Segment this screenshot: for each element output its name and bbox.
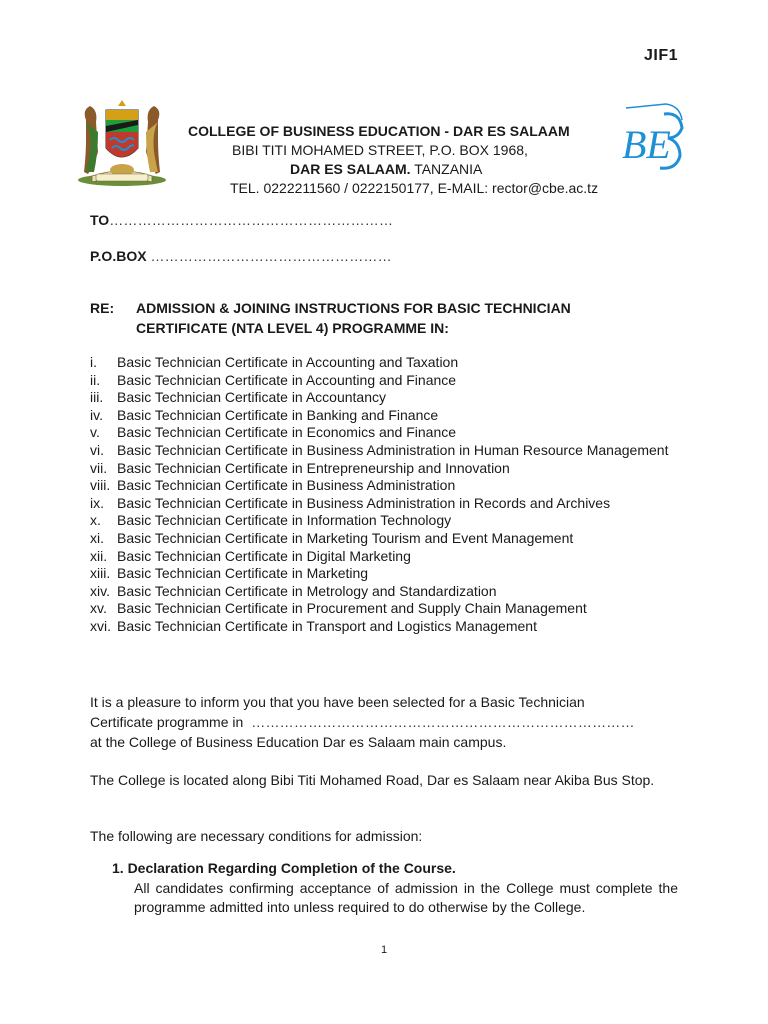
list-item <box>90 460 678 478</box>
list-text: Basic Technician Certificate in Information Technology <box>117 512 452 529</box>
list-text: Basic Technician Certificate in Banking and Finance <box>117 406 439 423</box>
condition-text: All candidates confirming acceptance of admission in the College must complete the programme admitted into unless required to do otherwise by the College. <box>134 880 678 915</box>
list-num: xii. <box>90 547 108 564</box>
logo-text: BE <box>622 122 671 167</box>
list-num: xvi. <box>90 617 111 634</box>
condition-title: 1. Declaration Regarding Completion of the Course. <box>112 860 456 876</box>
contact-line: TEL. 0222211560 / 0222150177, E-MAIL: rector@cbe.ac.tz <box>230 180 599 196</box>
list-text: Basic Technician Certificate in Marketing <box>117 565 369 582</box>
to-dots: …………………………………………………… <box>109 212 394 228</box>
selection-paragraph <box>90 692 678 752</box>
list-text: Basic Technician Certificate in Procurement and Supply Chain Management <box>117 600 587 617</box>
list-text: Basic Technician Certificate in Accounting and Taxation <box>117 354 459 370</box>
list-text: Basic Technician Certificate in Metrology and Standardization <box>117 582 497 599</box>
list-item <box>90 424 678 442</box>
document-code: JIF1 <box>643 47 678 64</box>
list-item <box>90 495 678 513</box>
list-item <box>90 618 678 636</box>
list-item <box>90 583 678 601</box>
page-number: 1 <box>380 944 388 956</box>
city-line <box>188 160 598 179</box>
list-num: xiii. <box>90 565 111 582</box>
list-num: x. <box>90 512 101 529</box>
re-label: RE: <box>90 300 115 316</box>
list-num: xiv. <box>90 582 110 599</box>
list-num: ii. <box>90 371 101 388</box>
letterhead <box>188 122 598 198</box>
list-item <box>90 548 678 566</box>
list-item <box>90 600 678 618</box>
list-num: xv. <box>90 600 107 617</box>
list-num: iv. <box>90 406 103 423</box>
conditions-intro: The following are necessary conditions for admission: <box>90 828 423 844</box>
college-logo-icon <box>618 98 686 176</box>
list-item <box>90 354 678 372</box>
list-num: iii. <box>90 389 104 406</box>
list-item <box>90 389 678 407</box>
para1-line3: at the College of Business Education Dar es Salaam main campus. <box>90 734 507 750</box>
list-text: Basic Technician Certificate in Business Administration <box>117 477 456 494</box>
list-item <box>90 477 678 495</box>
list-text: Basic Technician Certificate in Transport and Logistics Management <box>117 617 537 634</box>
list-num: vi. <box>90 441 104 458</box>
para1-programme-label: Certificate programme in <box>90 714 244 730</box>
re-line2: CERTIFICATE (NTA LEVEL 4) PROGRAMME IN: <box>136 320 449 336</box>
list-text: Basic Technician Certificate in Accountancy <box>117 389 386 406</box>
para1-line2 <box>90 712 678 732</box>
list-item <box>90 530 678 548</box>
city-name: DAR ES SALAAM. <box>290 161 411 177</box>
list-item <box>90 407 678 425</box>
pobox-label: P.O.BOX <box>90 248 147 264</box>
to-field <box>90 212 393 228</box>
programme-list <box>90 354 678 636</box>
list-text: Basic Technician Certificate in Accounting and Finance <box>117 371 457 388</box>
to-label: TO <box>90 212 110 228</box>
list-num: v. <box>90 424 100 441</box>
country-name: TANZANIA <box>414 161 483 177</box>
programme-dots: ……………………………………………………………………… <box>251 714 635 730</box>
list-item <box>90 565 678 583</box>
list-item <box>90 512 678 530</box>
pobox-field <box>90 248 392 264</box>
list-text: Basic Technician Certificate in Business Administration in Human Resource Management <box>117 441 669 458</box>
para1-line1: It is a pleasure to inform you that you have been selected for a Basic Technician <box>90 694 585 710</box>
list-text: Basic Technician Certificate in Entrepreneurship and Innovation <box>117 459 510 476</box>
list-text: Basic Technician Certificate in Economics and Finance <box>117 424 457 441</box>
pobox-dots: …………………………………………… <box>150 248 392 264</box>
list-item <box>90 372 678 390</box>
list-item <box>90 442 678 460</box>
coat-of-arms-icon <box>72 92 172 188</box>
list-text: Basic Technician Certificate in Marketing Tourism and Event Management <box>117 529 574 546</box>
re-line1: ADMISSION & JOINING INSTRUCTIONS FOR BASIC TECHNICIAN <box>136 300 571 316</box>
list-num: xi. <box>90 529 104 546</box>
list-text: Basic Technician Certificate in Business Administration in Records and Archives <box>117 494 611 511</box>
college-name: COLLEGE OF BUSINESS EDUCATION - DAR ES SALAAM <box>188 123 570 139</box>
list-text: Basic Technician Certificate in Digital Marketing <box>117 547 411 564</box>
list-num: ix. <box>90 494 104 511</box>
list-num: i. <box>90 354 97 370</box>
list-num: viii. <box>90 477 111 494</box>
list-num: vii. <box>90 459 108 476</box>
address-line: BIBI TITI MOHAMED STREET, P.O. BOX 1968, <box>232 142 528 158</box>
subject-line <box>90 298 680 338</box>
location-paragraph: The College is located along Bibi Titi Mohamed Road, Dar es Salaam near Akiba Bus Stop. <box>90 772 655 788</box>
